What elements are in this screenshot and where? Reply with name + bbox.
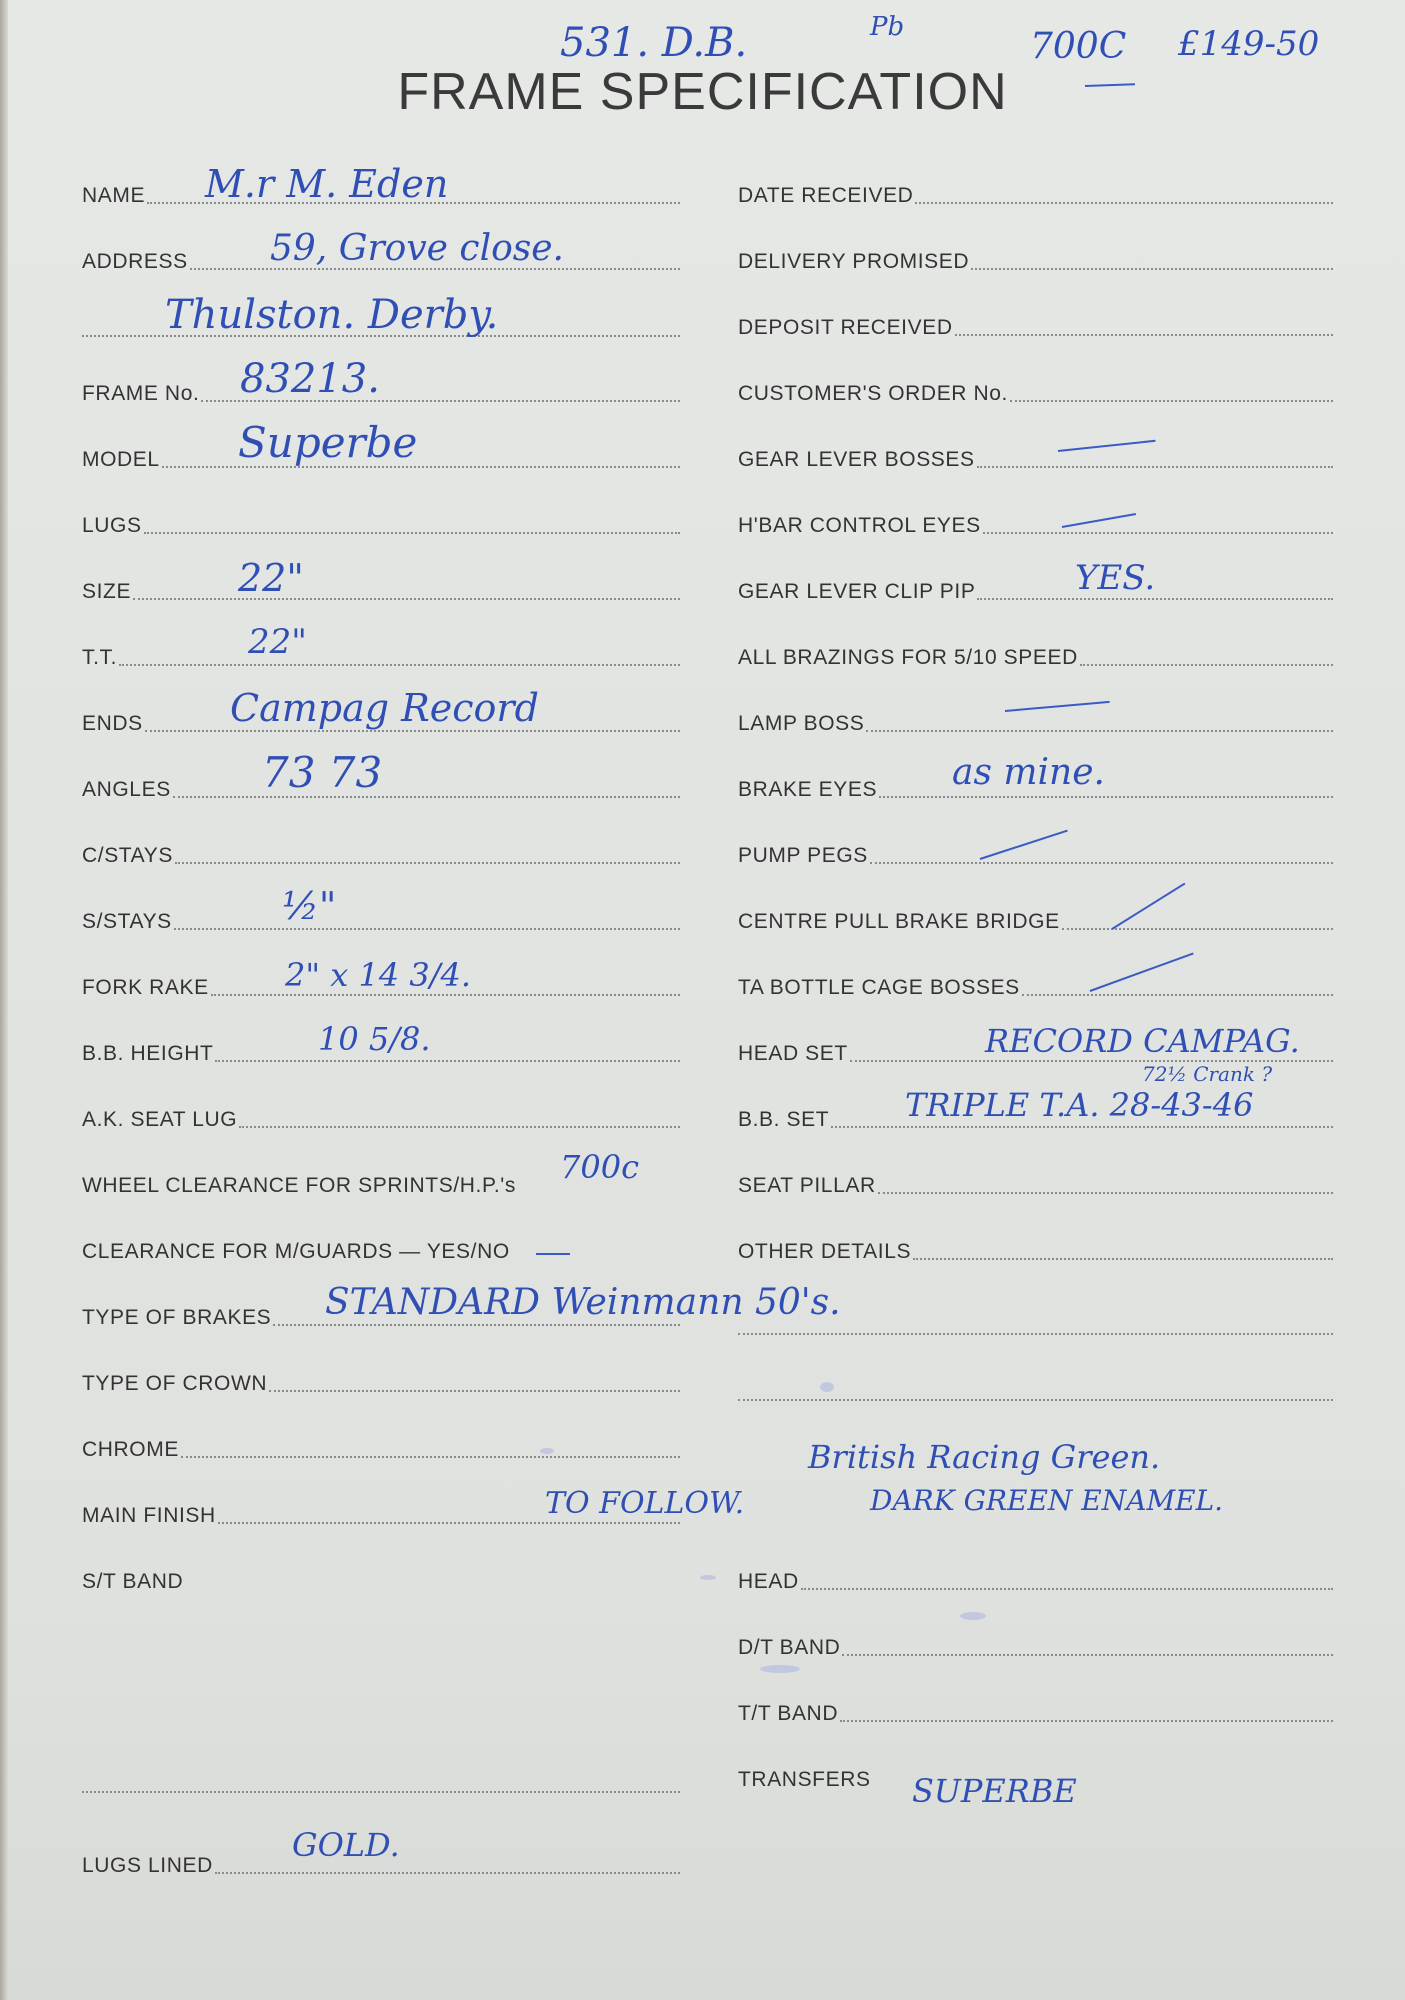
form-title: FRAME SPECIFICATION [397,63,1008,121]
value-name: M.r M. Eden [205,162,449,206]
field-label: C/STAYS [82,844,173,867]
field-size [82,578,680,604]
value-bb-set: TRIPLE T.A. 28-43-46 [905,1086,1254,1124]
note-scribble: Pb [870,12,905,42]
field-label: NAME [82,184,146,207]
field-chrome [82,1436,680,1462]
field-label: CHROME [82,1438,179,1461]
value-gear-lever-clip-pip: YES. [1075,558,1156,598]
field-label: ADDRESS [82,250,188,273]
value-brake-eyes: as mine. [952,752,1105,793]
value-main-finish: TO FOLLOW. [545,1486,745,1521]
field-frame-no [82,380,680,406]
field-date-received [738,182,1333,208]
value-bb-height: 10 5/8. [318,1020,431,1058]
value-tt: 22" [248,622,307,662]
field-label: DATE RECEIVED [738,184,914,207]
ink-smudge [700,1575,716,1580]
field-s-stays [82,908,680,934]
field-label: ALL BRAZINGS FOR 5/10 SPEED [738,646,1078,669]
field-label: B.B. SET [738,1108,830,1131]
field-label: DELIVERY PROMISED [738,250,970,273]
ink-smudge [540,1448,554,1454]
strike-no-mark [536,1253,570,1255]
value-address-line1: 59, Grove close. [270,228,564,269]
field-label: MAIN FINISH [82,1504,216,1527]
field-gear-lever-clip-pip [738,578,1333,604]
field-label: CENTRE PULL BRAKE BRIDGE [738,910,1060,933]
field-label: S/T BAND [82,1570,184,1593]
note-crank: 72½ Crank ? [1142,1062,1273,1086]
field-gear-lever-bosses [738,446,1333,472]
field-label: TA BOTTLE CAGE BOSSES [738,976,1020,999]
field-label: GEAR LEVER CLIP PIP [738,580,976,603]
value-type-of-brakes: STANDARD Weinmann 50's. [325,1282,841,1323]
value-fork-rake: 2" x 14 3/4. [285,956,472,994]
value-transfers: SUPERBE [912,1772,1077,1810]
field-label: D/T BAND [738,1636,841,1659]
field-label: ANGLES [82,778,171,801]
field-label: TRANSFERS [738,1768,871,1791]
field-label: LUGS [82,514,142,537]
field-st-band [82,1568,680,1594]
field-lamp-boss [738,710,1333,736]
field-label: TYPE OF CROWN [82,1372,268,1395]
value-lugs-lined: GOLD. [292,1826,400,1864]
field-label: SIZE [82,580,132,603]
field-label: S/STAYS [82,910,172,933]
value-ends: Campag Record [230,686,539,730]
field-label: TYPE OF BRAKES [82,1306,272,1329]
field-dt-band [738,1634,1333,1660]
ink-smudge [960,1612,986,1620]
field-ta-bottle-cage [738,974,1333,1000]
value-frame-no: 83213. [240,356,380,402]
ink-smudge [760,1665,800,1673]
field-all-brazings [738,644,1333,670]
field-pump-pegs [738,842,1333,868]
paper-edge [0,0,8,2000]
field-label: SEAT PILLAR [738,1174,876,1197]
field-tt-band [738,1700,1333,1726]
blank-line-right-2 [738,1398,1333,1401]
value-s-stays: ½" [282,884,337,928]
field-hbar-control-eyes [738,512,1333,538]
field-tt [82,644,680,670]
field-label: FORK RAKE [82,976,209,999]
note-price: £149-50 [1178,24,1320,64]
field-label: T/T BAND [738,1702,839,1725]
field-label: CLEARANCE FOR M/GUARDS — YES/NO [82,1240,510,1263]
blank-line-left [82,1790,680,1793]
field-label: DEPOSIT RECEIVED [738,316,953,339]
field-other-details [738,1238,1333,1264]
field-head [738,1568,1333,1594]
field-c-stays [82,842,680,868]
field-label: BRAKE EYES [738,778,878,801]
field-label: OTHER DETAILS [738,1240,912,1263]
field-label: MODEL [82,448,160,471]
value-finish-colour: DARK GREEN ENAMEL. [870,1484,1224,1517]
field-label: H'BAR CONTROL EYES [738,514,981,537]
field-label: A.K. SEAT LUG [82,1108,238,1131]
field-centre-pull-bridge [738,908,1333,934]
field-label: LAMP BOSS [738,712,865,735]
field-label: WHEEL CLEARANCE FOR SPRINTS/H.P.'s [82,1174,516,1197]
note-size: 700C [1030,26,1127,67]
value-address-line2: Thulston. Derby. [165,292,499,338]
value-finish-colour-name: British Racing Green. [808,1438,1161,1476]
value-model: Superbe [238,418,418,467]
value-angles: 73 73 [262,748,383,797]
note-tubing: 531. D.B. [560,20,748,66]
field-label: HEAD SET [738,1042,848,1065]
value-wheel-clearance: 700c [560,1148,639,1186]
field-lugs [82,512,680,538]
field-customer-order-no [738,380,1333,406]
field-label: T.T. [82,646,118,669]
field-type-of-crown [82,1370,680,1396]
field-deposit-received [738,314,1333,340]
field-label: FRAME No. [82,382,200,405]
value-size: 22" [238,556,304,600]
value-head-set: RECORD CAMPAG. [985,1022,1300,1060]
ink-smudge [820,1382,834,1392]
field-seat-pillar [738,1172,1333,1198]
field-label: PUMP PEGS [738,844,868,867]
field-delivery-promised [738,248,1333,274]
field-label: CUSTOMER'S ORDER No. [738,382,1008,405]
field-ak-seat-lug [82,1106,680,1132]
field-mguard-clearance [82,1238,680,1264]
field-label: ENDS [82,712,143,735]
field-label: GEAR LEVER BOSSES [738,448,975,471]
blank-line-right-1 [738,1332,1333,1335]
field-label: LUGS LINED [82,1854,213,1877]
field-label: B.B. HEIGHT [82,1042,214,1065]
field-label: HEAD [738,1570,799,1593]
